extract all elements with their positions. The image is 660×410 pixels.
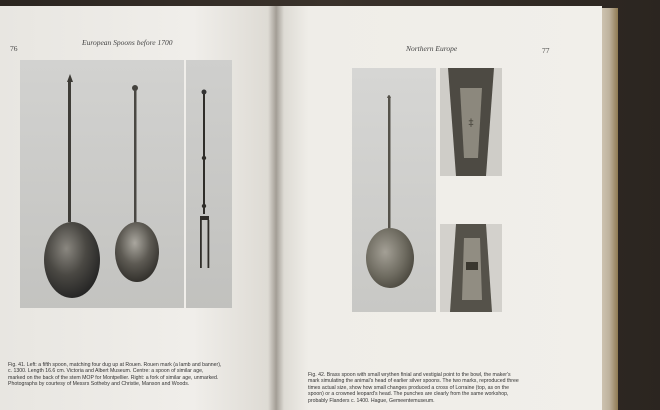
photo-brass-spoon	[352, 68, 436, 312]
caption-line: mark simulating the animal's head of earlier silver spoons. The two marks, reproduced three	[308, 378, 519, 385]
page-number-right: 77	[542, 46, 550, 55]
photo-spoons	[20, 60, 184, 308]
running-head-right: Northern Europe	[406, 44, 458, 53]
caption-line: Fig. 41. Left: a fifth spoon, matching four dug up at Rouen. Rouen mark (a lamb and banner),	[8, 362, 222, 368]
svg-text:‡: ‡	[468, 118, 474, 129]
caption-fig42	[308, 372, 564, 404]
brass-spoon-illustration	[352, 68, 436, 312]
caption-line: c. 1300. Length 16.6 cm. Victoria and Albert Museum. Centre: a spoon of similar age,	[8, 368, 204, 375]
mark-bottom-illustration	[440, 224, 502, 312]
caption-line: Fig. 42. Brass spoon with small wrythen finial and vestigial point to the bowl, the maker's	[308, 372, 511, 378]
spoon-illustration	[20, 60, 184, 308]
spoon-left	[44, 74, 100, 298]
right-page	[276, 6, 602, 410]
book-gutter	[268, 6, 284, 410]
caption-line: times actual size, show how small changes produced a cross of Lorraine (top, as on the	[308, 384, 509, 391]
mark-top-illustration	[440, 68, 502, 176]
page-number-left: 76	[10, 44, 18, 53]
fork-illustration	[186, 60, 232, 308]
caption-line: marked on the back of the stem MOP for Montpellier. Right: a fork of similar age, unmarked.	[8, 374, 219, 381]
running-head-left: European Spoons before 1700	[82, 38, 173, 47]
photo-mark-top	[440, 68, 502, 176]
spoon-centre	[115, 85, 159, 282]
photo-mark-bottom	[440, 224, 502, 312]
left-page	[0, 6, 276, 410]
photo-fork	[186, 60, 232, 308]
caption-line: probably Flanders c. 1400. Hague, Gemeentemuseum.	[308, 397, 435, 404]
caption-fig41	[8, 362, 270, 388]
caption-line: Photographs by courtesy of Messrs Sotheby and Christie, Manson and Woods.	[8, 381, 190, 388]
caption-line: spoon) or a crowned leopard's head. The punches are clearly from the same workshop,	[308, 391, 509, 398]
